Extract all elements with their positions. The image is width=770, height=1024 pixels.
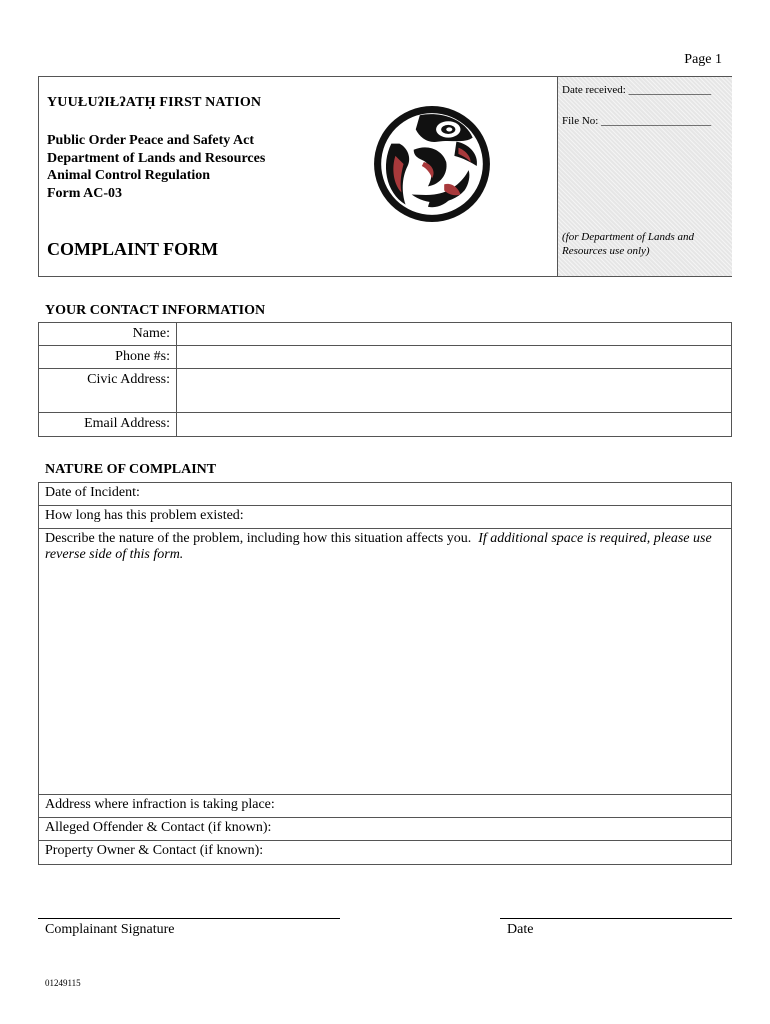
department-name: Department of Lands and Resources [47, 150, 266, 166]
contact-section-title: YOUR CONTACT INFORMATION [45, 303, 266, 318]
contact-table [38, 322, 732, 437]
contact-row-email [39, 413, 732, 437]
date-of-incident-field[interactable]: Date of Incident: [39, 483, 732, 506]
first-nation-logo [371, 103, 493, 225]
regulation-block [47, 132, 265, 202]
problem-description-field[interactable] [39, 529, 732, 795]
date-label: Date [507, 922, 534, 937]
date-received-field[interactable]: Date received: _______________ [562, 84, 712, 96]
civic-address-label: Civic Address: [39, 369, 177, 413]
organization-name: YUUŁUʔIŁʔATḤ FIRST NATION [47, 95, 262, 110]
phone-input[interactable] [177, 346, 732, 369]
phone-label: Phone #s: [39, 346, 177, 369]
signature-label: Complainant Signature [45, 922, 175, 937]
problem-duration-field[interactable]: How long has this problem existed: [39, 506, 732, 529]
description-instruction: Describe the nature of the problem, including how this situation affects you. [45, 531, 472, 546]
signature-line[interactable] [38, 918, 340, 919]
form-number: Form AC-03 [47, 185, 123, 201]
complaint-section-title: NATURE OF COMPLAINT [45, 462, 217, 477]
alleged-offender-field[interactable]: Alleged Offender & Contact (if known): [39, 818, 732, 841]
act-name: Public Order Peace and Safety Act [47, 133, 254, 148]
email-input[interactable] [177, 413, 732, 437]
contact-row-address [39, 369, 732, 413]
name-label: Name: [39, 323, 177, 346]
form-header [38, 76, 732, 277]
regulation-name: Animal Control Regulation [47, 168, 211, 183]
file-number-field[interactable]: File No: ____________________ [562, 115, 712, 127]
page-number: Page 1 [684, 52, 722, 67]
form-code: 01249115 [45, 978, 81, 988]
contact-row-phone [39, 346, 732, 369]
email-label: Email Address: [39, 413, 177, 437]
complaint-table [38, 482, 732, 865]
date-line[interactable] [500, 918, 732, 919]
infraction-address-field[interactable]: Address where infraction is taking place: [39, 795, 732, 818]
name-input[interactable] [177, 323, 732, 346]
form-title: COMPLAINT FORM [47, 239, 219, 259]
description-note: If additional space is required, please use reverse side of this form. [45, 531, 712, 562]
office-use-note: (for Department of Lands and Resources use only) [562, 231, 694, 257]
office-use-box [557, 77, 732, 276]
civic-address-input[interactable] [177, 369, 732, 413]
contact-row-name [39, 323, 732, 346]
property-owner-field[interactable]: Property Owner & Contact (if known): [39, 841, 732, 865]
